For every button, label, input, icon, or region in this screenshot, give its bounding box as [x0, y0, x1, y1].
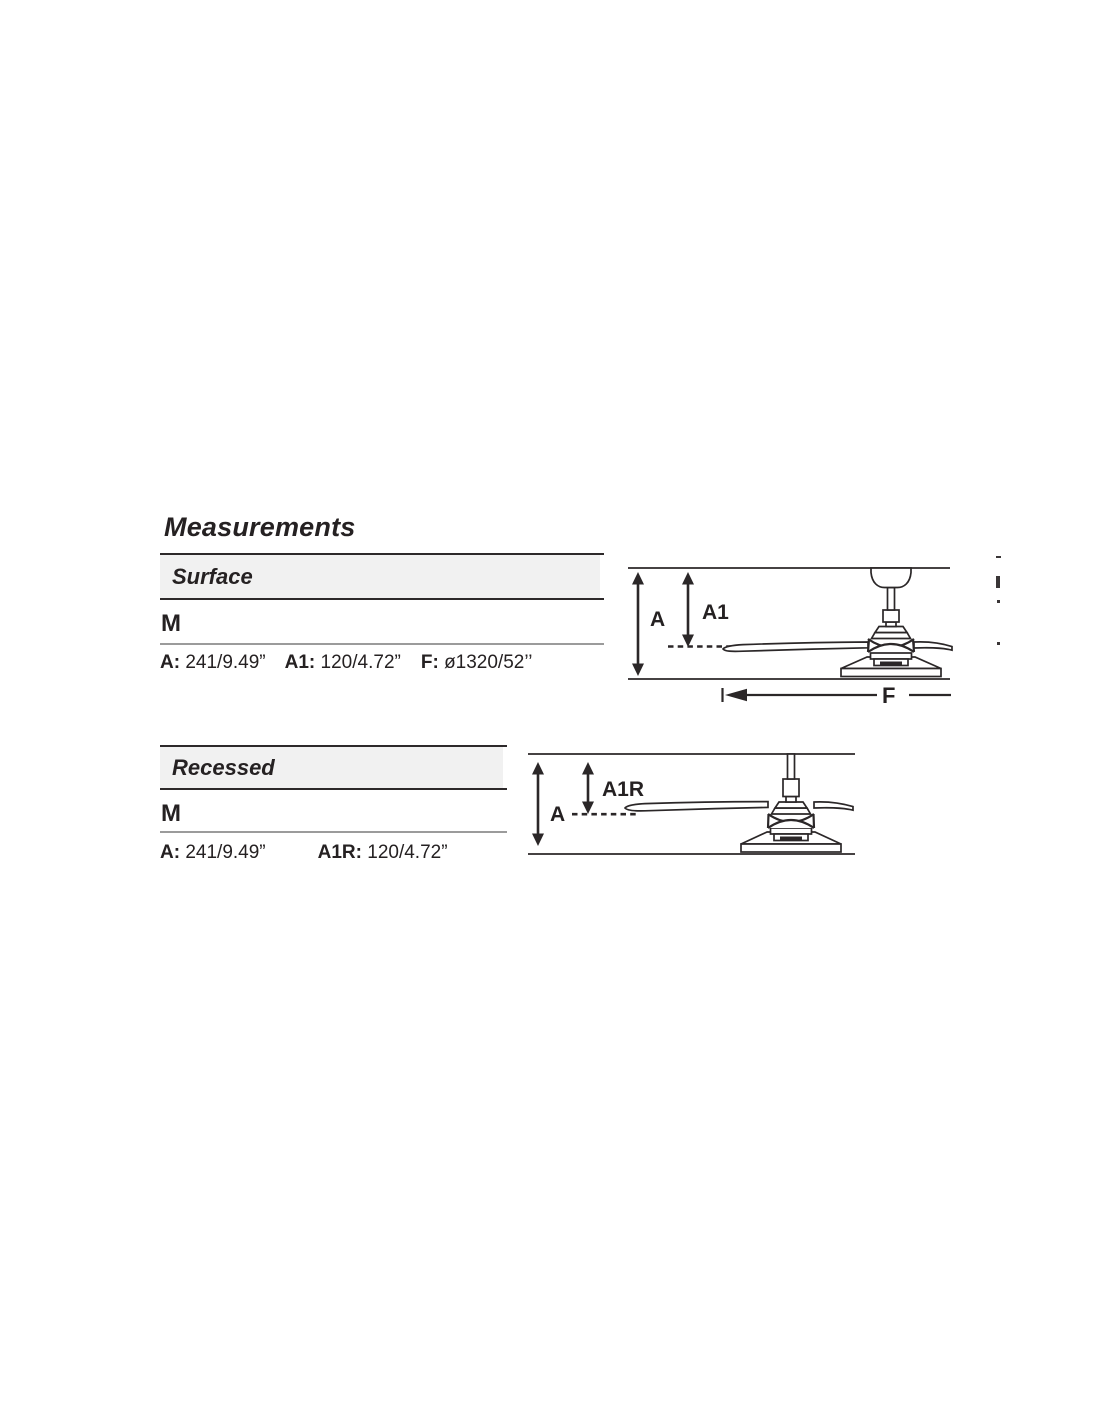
surface-spec-table: [160, 553, 604, 683]
measurement-a-value: 241/9.49”: [185, 842, 266, 863]
surface-measurements: [160, 652, 532, 674]
fan-rod-coupling: [883, 610, 899, 622]
fan-blade-left: [723, 642, 868, 651]
edge-fragment: [996, 576, 1000, 588]
fan-blade-right: [814, 802, 853, 810]
dimension-arrow-a: [532, 762, 544, 846]
edge-fragment: [996, 556, 1001, 558]
fan-blade-left: [625, 802, 768, 811]
page-title: Measurements: [164, 512, 356, 542]
dimension-arrow-a: [632, 572, 644, 676]
surface-header-label: Surface: [172, 563, 253, 589]
dimension-label-a: A: [650, 608, 666, 631]
edge-fragment: [997, 600, 1000, 603]
measurement-f-value: ø1320/52’’: [444, 652, 533, 673]
ceiling-fan-surface: [723, 568, 952, 677]
edge-fragment: [997, 642, 1000, 645]
fan-motor-step-upper: [775, 802, 807, 808]
surface-header-rule: [160, 598, 604, 600]
measurement-a1r-value: 120/4.72”: [367, 842, 448, 863]
fan-cone-base: [741, 844, 841, 852]
recessed-fan-diagram: [525, 748, 865, 868]
measurement-a-label: A:: [160, 652, 181, 673]
fan-blade-hub: [768, 814, 814, 828]
recessed-header-band: [160, 747, 503, 788]
surface-mid-rule: [160, 643, 604, 645]
dimension-arrow-a1r: [582, 762, 594, 814]
surface-header-band: [160, 555, 600, 598]
fan-blade-right: [914, 642, 952, 650]
measurement-f: [421, 652, 533, 674]
fan-lower-housing: [771, 828, 812, 834]
recessed-header-label: Recessed: [172, 754, 275, 780]
measurement-f-label: F:: [420, 652, 439, 673]
measurement-a1-label: A1:: [284, 652, 316, 673]
recessed-header-rule: [160, 788, 507, 790]
surface-fan-diagram: [625, 558, 960, 710]
recessed-model-label: M: [161, 800, 181, 827]
recessed-spec-table: [160, 745, 507, 865]
fan-motor-step-lower: [772, 808, 811, 814]
fan-housing-dark-band: [880, 662, 902, 666]
recessed-measurements: [160, 842, 448, 864]
dimension-label-a1: A1: [702, 601, 729, 624]
ceiling-fan-recessed: [625, 754, 853, 852]
fan-downrod: [788, 754, 795, 779]
dimension-label-a1r: A1R: [602, 778, 645, 801]
measurement-a1: [285, 652, 401, 674]
fan-rod-coupling: [783, 779, 799, 797]
dimension-label-a: A: [550, 803, 566, 826]
fan-cone-base: [841, 669, 941, 677]
measurement-a: [160, 652, 266, 674]
measurement-a1r-label: A1R:: [317, 842, 362, 863]
surface-model-label: M: [161, 610, 181, 637]
fan-blade-hub: [868, 639, 914, 652]
fan-motor-step-lower: [872, 633, 911, 639]
measurement-a1r: [318, 842, 448, 864]
dimension-arrow-a1: [682, 572, 694, 647]
measurement-a-label: A:: [160, 842, 181, 863]
measurement-a1-value: 120/4.72”: [320, 652, 401, 673]
measurement-a-value: 241/9.49”: [185, 652, 266, 673]
dimension-label-f: F: [882, 683, 896, 708]
fan-housing-dark-band: [780, 837, 802, 841]
recessed-mid-rule: [160, 831, 507, 833]
dimension-arrow-f: [723, 688, 952, 702]
measurement-a: [160, 842, 266, 864]
fan-mounting-canopy: [871, 568, 911, 588]
fan-motor-step-upper: [875, 627, 907, 633]
fan-lower-housing: [871, 653, 912, 659]
fan-downrod: [888, 588, 895, 611]
